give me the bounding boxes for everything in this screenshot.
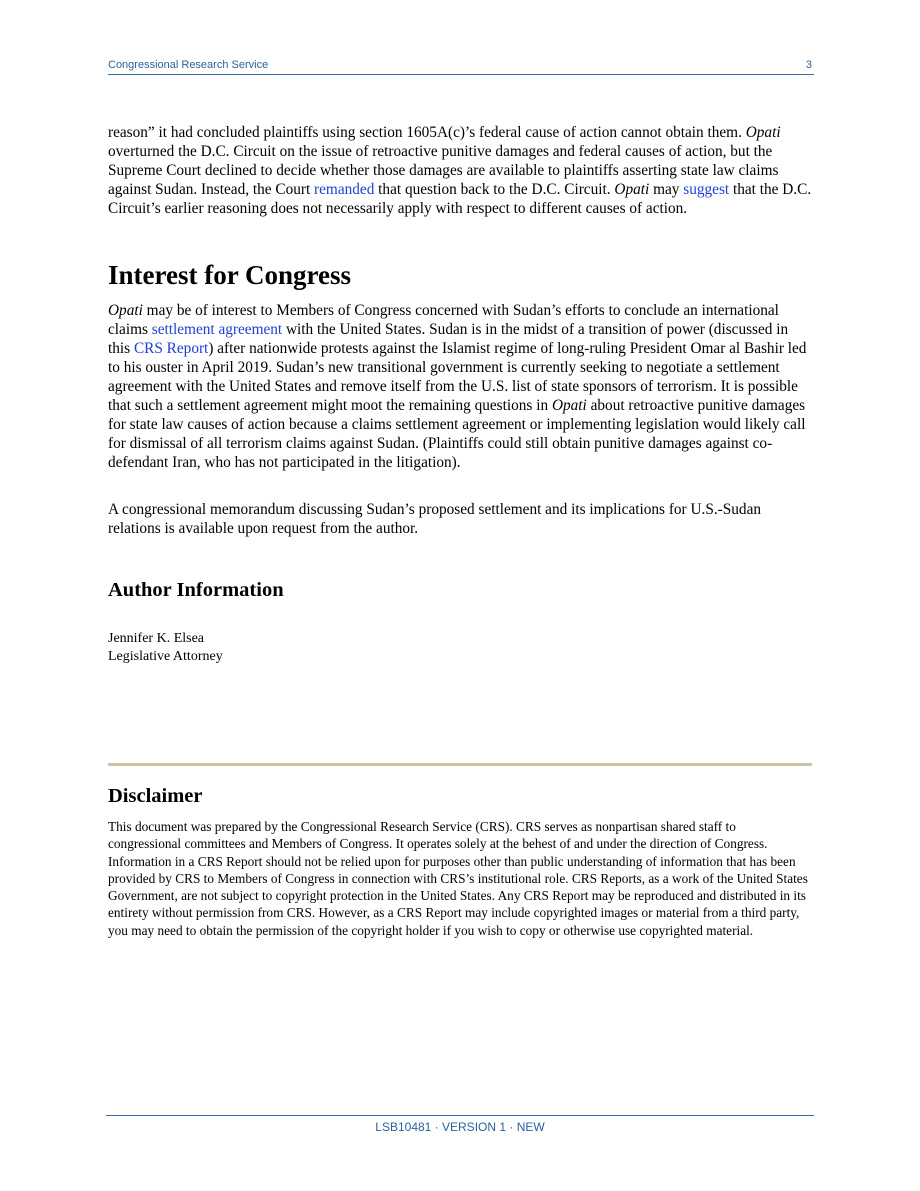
author-block [108, 630, 223, 666]
paragraph-memorandum: A congressional memorandum discussing Sudan’s proposed settlement and its implications for U.S.-Sudan relations is available upon request from the author. [108, 501, 762, 537]
page-header [108, 58, 814, 75]
text-segment: reason” it had concluded plaintiffs using section 1605A(c)’s federal cause of action cannot obtain them. [108, 124, 746, 141]
section-heading-interest: Interest for Congress [108, 260, 351, 290]
section-heading-disclaimer: Disclaimer [108, 785, 203, 807]
text-segment: that question back to the D.C. Circuit. [374, 181, 615, 198]
text-segment: may [649, 181, 684, 198]
settlement-agreement-link[interactable]: settlement agreement [151, 321, 283, 338]
header-title: Congressional Research Service [108, 59, 269, 71]
text-segment: that the D.C. Circuit’s earlier reasoning does not necessarily apply with respect to different causes of action. [108, 181, 812, 217]
case-name: Opati [745, 124, 781, 141]
author-title: Legislative Attorney [108, 649, 223, 664]
text-segment: ) after nationwide protests against the Islamist regime of long-ruling President Omar al Bashir led to his ouster in April 2019. Sudan’s new transitional government is currently seeking to negotiate a settlement agreement with the United States and remove itself from the U.S. list of state sponsors of terrorism. It is possible that such a settlement agreement might moot the remaining questions in [108, 340, 807, 414]
text-segment: about retroactive punitive damages for state law causes of action because a claims settlement agreement or implementing legislation would likely call for dismissal of all terrorism claims against Sudan. (Plaintiffs could still obtain punitive damages against co-defendant Iran, who has not participated in the litigation). [108, 397, 806, 471]
case-name: Opati [551, 397, 587, 414]
footer-divider [106, 1115, 814, 1116]
suggest-link[interactable]: suggest [683, 181, 730, 198]
case-name: Opati [614, 181, 650, 198]
page-number: 3 [805, 59, 812, 71]
paragraph-interest [108, 301, 812, 472]
paragraph-opati-overview [108, 123, 812, 218]
disclaimer-text: This document was prepared by the Congressional Research Service (CRS). CRS serves as nonpartisan shared staff to congressional committees and Members of Congress. It operates solely at the behest of and under the direction of Congress. Information in a CRS Report should not be relied upon for purposes other than public understanding of information that has been provided by CRS to Members of Congress in connection with CRS’s institutional role. CRS Reports, as a work of the United States Government, are not subject to copyright protection in the United States. Any CRS Report may be reproduced and distributed in its entirety without permission from CRS. However, as a CRS Report may include copyrighted images or material from a third party, you may need to obtain the permission of the copyright holder if you wish to copy or otherwise use copyrighted material. [108, 819, 808, 938]
text-segment: with the United States. Sudan is in the midst of a transition of power (discussed in this [108, 321, 789, 357]
case-name: Opati [108, 302, 143, 319]
author-name: Jennifer K. Elsea [108, 631, 205, 646]
page-footer: LSB10481 · VERSION 1 · NEW [375, 1120, 545, 1134]
remanded-link[interactable]: remanded [314, 181, 375, 198]
crs-report-link[interactable]: CRS Report [133, 340, 209, 357]
section-divider [108, 763, 812, 766]
text-segment: overturned the D.C. Circuit on the issue of retroactive punitive damages and federal causes of action, but the Supreme Court declined to decide whether those damages are available to plaintiffs asserting state law claims against Sudan. Instead, the Court [108, 143, 779, 198]
text-segment: may be of interest to Members of Congress concerned with Sudan’s efforts to conclude an international claims [108, 302, 779, 338]
section-heading-author: Author Information [108, 579, 284, 601]
